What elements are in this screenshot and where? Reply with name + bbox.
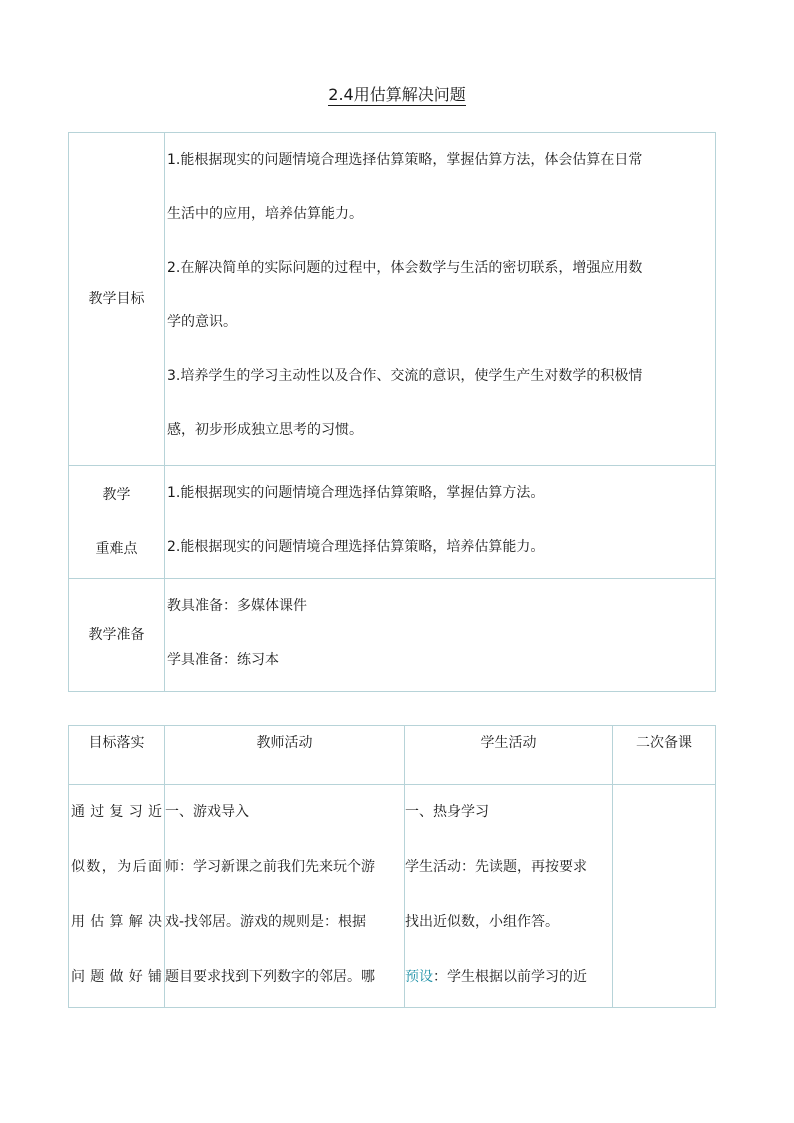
preparation-content <box>165 579 716 692</box>
header-second-preparation: 二次备课 <box>613 726 716 785</box>
preset-label: 预设 <box>405 969 433 985</box>
student-activity-line: 找出近似数，小组作答。 <box>405 914 559 930</box>
goal-line: 生活中的应用，培养估算能力。 <box>167 206 363 222</box>
teacher-activity-line: 一、游戏导入 <box>165 804 249 820</box>
preparation-label: 教学准备 <box>69 579 165 692</box>
page-title-text: 2.4用估算解决问题 <box>328 85 466 104</box>
teaching-goals-row <box>69 133 716 466</box>
student-activity-line: 学生活动：先读题，再按要求 <box>405 859 587 875</box>
goal-line: 2.在解决简单的实际问题的过程中，体会数学与生活的密切联系，增强应用数 <box>167 260 643 276</box>
key-points-content <box>165 466 716 579</box>
page-title <box>0 84 794 106</box>
goal-implementation-line: 似数，为后面 <box>71 859 162 875</box>
goal-line: 学的意识。 <box>167 314 237 330</box>
student-activity-cell <box>405 785 613 1008</box>
header-teacher-activity: 教师活动 <box>165 726 405 785</box>
student-activity-line: 一、热身学习 <box>405 804 489 820</box>
preset-text: ：学生根据以前学习的近 <box>433 969 587 985</box>
teacher-activity-line: 师：学习新课之前我们先来玩个游 <box>165 859 375 875</box>
goal-implementation-cell <box>69 785 165 1008</box>
preparation-line: 教具准备：多媒体课件 <box>167 598 307 614</box>
second-preparation-cell <box>613 785 716 1008</box>
key-points-row <box>69 466 716 579</box>
header-goal-implementation: 目标落实 <box>69 726 165 785</box>
teacher-activity-cell <box>165 785 405 1008</box>
goal-line: 3.培养学生的学习主动性以及合作、交流的意识，使学生产生对数学的积极情 <box>167 368 643 384</box>
goal-line: 1.能根据现实的问题情境合理选择估算策略，掌握估算方法，体会估算在日常 <box>167 152 643 168</box>
lesson-overview-table <box>68 132 716 692</box>
goal-implementation-line: 通过复习近 <box>71 804 162 820</box>
preparation-row <box>69 579 716 692</box>
key-points-label <box>69 466 165 579</box>
preparation-line: 学具准备：练习本 <box>167 652 279 668</box>
header-student-activity: 学生活动 <box>405 726 613 785</box>
goal-implementation-line: 用估算解决 <box>71 914 162 930</box>
key-point-line: 2.能根据现实的问题情境合理选择估算策略，培养估算能力。 <box>167 539 545 555</box>
goal-implementation-line: 问题做好铺 <box>71 969 162 985</box>
lesson-plan-header-row <box>69 726 716 785</box>
teacher-activity-line: 题目要求找到下列数字的邻居。哪 <box>165 969 375 985</box>
key-points-label-line2: 重难点 <box>95 541 138 557</box>
lesson-plan-table <box>68 725 716 1008</box>
lesson-plan-body-row <box>69 785 716 1008</box>
key-point-line: 1.能根据现实的问题情境合理选择估算策略，掌握估算方法。 <box>167 485 545 501</box>
goal-line: 感，初步形成独立思考的习惯。 <box>167 422 363 438</box>
teaching-goals-content <box>165 133 716 466</box>
key-points-label-line1: 教学 <box>102 487 131 503</box>
student-activity-line <box>405 950 612 1005</box>
teacher-activity-line: 戏-找邻居。游戏的规则是：根据 <box>165 914 367 930</box>
teaching-goals-label: 教学目标 <box>69 133 165 466</box>
